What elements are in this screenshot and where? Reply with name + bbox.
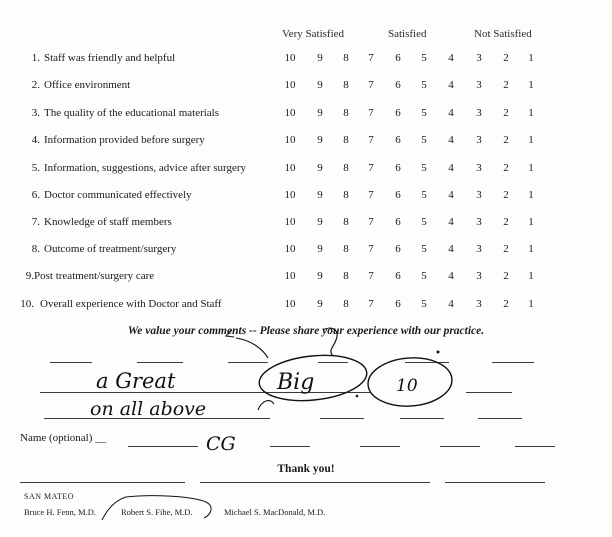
- ink-stroke: [258, 401, 274, 410]
- score-option[interactable]: 1: [528, 189, 534, 201]
- name-optional-label: Name (optional) __: [20, 432, 107, 444]
- score-option[interactable]: 6: [395, 298, 401, 310]
- score-option[interactable]: 6: [395, 243, 401, 255]
- score-option[interactable]: 9: [317, 189, 323, 201]
- score-option[interactable]: 5: [421, 107, 427, 119]
- score-option[interactable]: 1: [528, 298, 534, 310]
- score-option[interactable]: 1: [528, 216, 534, 228]
- score-option[interactable]: 4: [448, 189, 454, 201]
- score-option[interactable]: 8: [343, 79, 349, 91]
- question-row: [0, 107, 612, 125]
- score-option[interactable]: 4: [448, 216, 454, 228]
- score-option[interactable]: 10: [284, 243, 296, 255]
- question-number: 1.: [31, 52, 40, 64]
- score-option[interactable]: 2: [503, 134, 509, 146]
- question-number: 2.: [31, 79, 40, 91]
- comment-line: [400, 418, 444, 419]
- question-text: Staff was friendly and helpful: [44, 52, 176, 64]
- handwriting-line-1: a Great: [96, 369, 176, 393]
- ink-stroke: [236, 338, 268, 358]
- score-option[interactable]: 6: [395, 162, 401, 174]
- score-option[interactable]: 5: [421, 134, 427, 146]
- score-option[interactable]: 1: [528, 52, 534, 64]
- score-option[interactable]: 3: [476, 79, 482, 91]
- question-row: [0, 52, 612, 70]
- header-satisfied: Satisfied: [388, 28, 427, 40]
- score-option[interactable]: 10: [284, 162, 296, 174]
- question-number: 8.: [31, 243, 40, 255]
- handwriting-initials: CG: [206, 433, 236, 455]
- score-option[interactable]: 9: [317, 52, 323, 64]
- score-option[interactable]: 6: [395, 134, 401, 146]
- score-option[interactable]: 10: [284, 79, 296, 91]
- score-option[interactable]: 1: [528, 270, 534, 282]
- score-option[interactable]: 1: [528, 79, 534, 91]
- comment-line: [318, 362, 348, 363]
- score-option[interactable]: 5: [421, 52, 427, 64]
- ink-circle-big: [257, 350, 369, 405]
- score-option[interactable]: 7: [368, 216, 374, 228]
- score-option[interactable]: 5: [421, 189, 427, 201]
- score-option[interactable]: 10: [284, 216, 296, 228]
- score-option[interactable]: 4: [448, 162, 454, 174]
- score-option[interactable]: 10: [284, 52, 296, 64]
- score-option[interactable]: 1: [528, 243, 534, 255]
- question-text: Outcome of treatment/surgery: [44, 243, 177, 255]
- score-option[interactable]: 7: [368, 189, 374, 201]
- score-option[interactable]: 2: [503, 162, 509, 174]
- comment-line: [360, 446, 400, 447]
- score-option[interactable]: 2: [503, 79, 509, 91]
- question-text: Post treatment/surgery care: [34, 270, 155, 282]
- question-number: 7.: [31, 216, 40, 228]
- score-option[interactable]: 5: [421, 162, 427, 174]
- score-option[interactable]: 3: [476, 134, 482, 146]
- comments-prompt: We value your comments -- Please share your experience with our practice.: [127, 325, 485, 337]
- comment-line: [440, 446, 480, 447]
- question-number: 5.: [31, 162, 40, 174]
- comment-line: [44, 418, 270, 419]
- header-very-satisfied: Very Satisfied: [282, 28, 345, 40]
- comment-line: [515, 446, 555, 447]
- score-option[interactable]: 8: [343, 189, 349, 201]
- score-option[interactable]: 10: [284, 189, 296, 201]
- score-option[interactable]: 2: [503, 216, 509, 228]
- question-text: Office environment: [44, 79, 131, 91]
- score-option[interactable]: 8: [343, 270, 349, 282]
- score-option[interactable]: 5: [421, 79, 427, 91]
- doctor-name: Bruce H. Fenn, M.D.: [24, 507, 97, 517]
- score-option[interactable]: 6: [395, 270, 401, 282]
- question-row: [0, 243, 612, 261]
- score-option[interactable]: 9: [317, 270, 323, 282]
- footer-line: [20, 482, 185, 483]
- score-option[interactable]: 2: [503, 243, 509, 255]
- comment-line: [492, 362, 534, 363]
- score-option[interactable]: 2: [503, 298, 509, 310]
- score-option[interactable]: 7: [368, 107, 374, 119]
- score-option[interactable]: 1: [528, 134, 534, 146]
- score-option[interactable]: 2: [503, 107, 509, 119]
- score-option[interactable]: 7: [368, 52, 374, 64]
- question-text: Overall experience with Doctor and Staff: [40, 298, 222, 310]
- score-option[interactable]: 9: [317, 162, 323, 174]
- question-text: Knowledge of staff members: [44, 216, 172, 228]
- score-option[interactable]: 8: [343, 243, 349, 255]
- doctor-name: Michael S. MacDonald, M.D.: [224, 507, 326, 517]
- question-text: The quality of the educational materials: [44, 107, 220, 119]
- score-option[interactable]: 5: [421, 216, 427, 228]
- question-row: [0, 162, 612, 180]
- score-option[interactable]: 5: [421, 270, 427, 282]
- score-option[interactable]: 2: [503, 52, 509, 64]
- question-text: Doctor communicated effectively: [44, 189, 192, 201]
- ink-dot: [356, 395, 359, 398]
- score-option[interactable]: 6: [395, 216, 401, 228]
- score-option[interactable]: 7: [368, 298, 374, 310]
- score-option[interactable]: 4: [448, 270, 454, 282]
- question-row: [0, 216, 612, 234]
- score-option[interactable]: 3: [476, 162, 482, 174]
- score-option[interactable]: 3: [476, 189, 482, 201]
- header-not-satisfied: Not Satisfied: [474, 28, 532, 40]
- question-text: Information, suggestions, advice after surgery: [44, 162, 247, 174]
- question-row: [0, 79, 612, 97]
- score-option[interactable]: 9: [317, 216, 323, 228]
- question-number: 4.: [31, 134, 40, 146]
- score-option[interactable]: 4: [448, 298, 454, 310]
- score-option[interactable]: 9: [317, 79, 323, 91]
- handwriting-line-2: on all above: [90, 398, 207, 420]
- score-option[interactable]: 7: [368, 79, 374, 91]
- score-option[interactable]: 10: [284, 134, 296, 146]
- score-option[interactable]: 3: [476, 107, 482, 119]
- score-option[interactable]: 3: [476, 216, 482, 228]
- question-number: 9.: [25, 270, 34, 282]
- score-option[interactable]: 10: [284, 270, 296, 282]
- score-option[interactable]: 8: [343, 52, 349, 64]
- comment-line: [466, 392, 512, 393]
- score-option[interactable]: 2: [503, 270, 509, 282]
- comment-line: [40, 392, 370, 393]
- score-option[interactable]: 2: [503, 189, 509, 201]
- score-option[interactable]: 4: [448, 107, 454, 119]
- score-option[interactable]: 3: [476, 52, 482, 64]
- comment-line: [228, 362, 268, 363]
- score-option[interactable]: 10: [284, 298, 296, 310]
- score-option[interactable]: 8: [343, 107, 349, 119]
- footer-line: [445, 482, 545, 483]
- score-option[interactable]: 7: [368, 270, 374, 282]
- score-option[interactable]: 9: [317, 298, 323, 310]
- score-option[interactable]: 3: [476, 270, 482, 282]
- score-option[interactable]: 7: [368, 162, 374, 174]
- score-option[interactable]: 4: [448, 79, 454, 91]
- comment-line: [405, 362, 449, 363]
- comment-line: [50, 362, 92, 363]
- ink-dot: [437, 351, 440, 354]
- score-option[interactable]: 8: [343, 134, 349, 146]
- ink-circle-number: [366, 355, 453, 409]
- question-row: [0, 270, 612, 288]
- question-row: [0, 298, 612, 316]
- handwriting-circled-number: 10: [396, 376, 418, 396]
- score-option[interactable]: 5: [421, 243, 427, 255]
- location-label: SAN MATEO: [24, 492, 75, 501]
- score-option[interactable]: 9: [317, 243, 323, 255]
- score-option[interactable]: 8: [343, 298, 349, 310]
- score-option[interactable]: 4: [448, 134, 454, 146]
- score-option[interactable]: 3: [476, 243, 482, 255]
- thank-you-text: Thank you!: [277, 463, 335, 475]
- score-option[interactable]: 8: [343, 216, 349, 228]
- question-text: Information provided before surgery: [44, 134, 205, 146]
- score-option[interactable]: 7: [368, 134, 374, 146]
- score-option[interactable]: 4: [448, 52, 454, 64]
- score-option[interactable]: 6: [395, 52, 401, 64]
- score-option[interactable]: 9: [317, 134, 323, 146]
- name-line: [128, 446, 198, 447]
- score-option[interactable]: 6: [395, 189, 401, 201]
- handwriting-circled-word: Big: [277, 370, 315, 395]
- comment-line: [320, 418, 364, 419]
- score-option[interactable]: 4: [448, 243, 454, 255]
- question-number: 3.: [31, 107, 40, 119]
- question-number: 10.: [20, 298, 34, 310]
- question-row: [0, 134, 612, 152]
- score-option[interactable]: 5: [421, 298, 427, 310]
- doctor-name: Robert S. Fihe, M.D.: [121, 507, 193, 517]
- comment-line: [270, 446, 310, 447]
- score-option[interactable]: 7: [368, 243, 374, 255]
- question-number: 6.: [31, 189, 40, 201]
- score-option[interactable]: 6: [395, 107, 401, 119]
- comment-line: [478, 418, 522, 419]
- score-option[interactable]: 1: [528, 107, 534, 119]
- score-option[interactable]: 9: [317, 107, 323, 119]
- comment-line: [137, 362, 183, 363]
- score-option[interactable]: 10: [284, 107, 296, 119]
- score-option[interactable]: 8: [343, 162, 349, 174]
- score-option[interactable]: 3: [476, 298, 482, 310]
- score-option[interactable]: 1: [528, 162, 534, 174]
- score-option[interactable]: 6: [395, 79, 401, 91]
- footer-line: [200, 482, 430, 483]
- question-row: [0, 189, 612, 207]
